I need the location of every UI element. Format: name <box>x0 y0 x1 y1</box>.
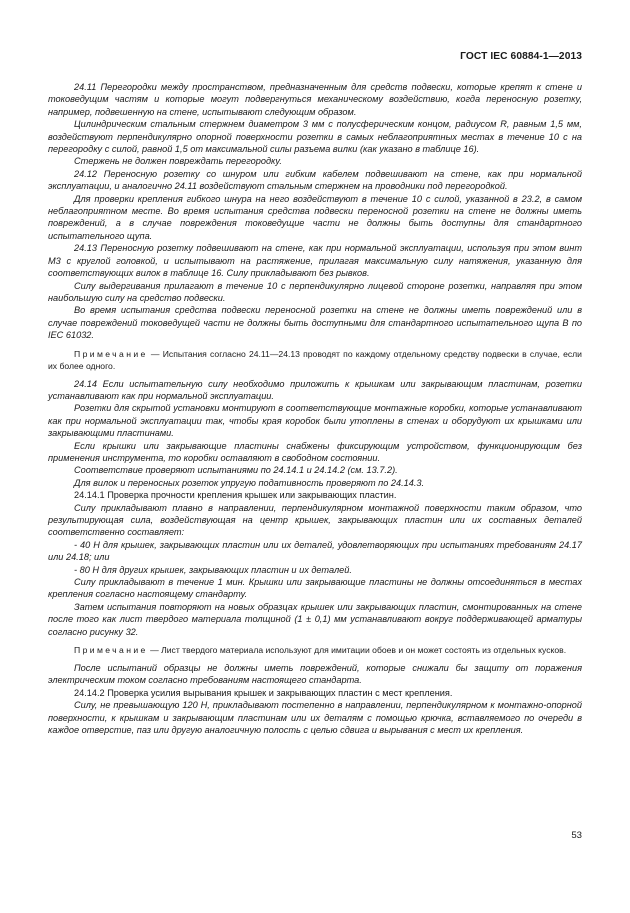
document-body <box>48 81 582 737</box>
paragraph: Для проверки крепления гибкого шнура на него воздействуют в течение 10 с силой, указанной в 23.2, в самом неблагоприятном месте. Во время испытания средства подвески переносной розетки на стене не должны иметь повреждений, а в случае повреждения токоведущие части не должны быть доступны для стандартного испытательного щупа. <box>48 193 582 241</box>
page-number: 53 <box>571 830 582 841</box>
note-text: — Лист твердого материала используют для имитации обоев и он может состоять из отдельных кусков. <box>147 645 567 656</box>
paragraph: Во время испытания средства подвески переносной розетки на стене не должны иметь повреждений или в случае повреждений токоведущей части не должны быть доступными для стандартного испытательного щупа В по IEC 61032. <box>48 305 582 341</box>
note-text: — Испытания согласно 24.11—24.13 проводят по каждому отдельному средству подвески в случае, если их более одного. <box>48 348 582 371</box>
paragraph: Силу выдергивания прилагают в течение 10 с перпендикулярно лицевой стороне розетки, направляя при этом наибольшую силу на средство подвески. <box>48 280 582 303</box>
paragraph: 24.11 Перегородки между пространством, предназначенным для средств подвески, которые крепят к стене и токоведущим частям и которые могут подвергнуться механическому воздействию, когда переносную розетку, например, подвешенную на стене, испытывают следующим образом. <box>48 82 582 117</box>
note-1 <box>48 348 582 372</box>
list-item: - 40 Н для крышек, закрывающих пластин или их деталей, удовлетворяющих при испытаниях требованиям 24.17 или 24.18; или <box>48 539 582 563</box>
section-heading: 24.14.1 Проверка прочности крепления крышек или закрывающих пластин. <box>74 490 397 501</box>
paragraph: Силу, не превышающую 120 Н, прикладывают постепенно в направлении, перпендикулярном к монтажно-опорной поверхности, к крышкам и закрывающим пластинам или их деталям с помощью крючка, вставляемого по очереди в каждое отверстие, паз или другую аналогичную полость с целью сдвига и вырывания с мест их крепления. <box>48 700 582 736</box>
paragraph: Затем испытания повторяют на новых образцах крышек или закрывающих пластин, смонтированных на стене после того как лист твердого материала толщиной (1 ± 0,1) мм устанавливают вокруг поддерживающей арматуры согласно рисунку 32. <box>48 601 582 637</box>
list-item: - 80 Н для других крышек, закрывающих пластин и их деталей. <box>74 564 352 575</box>
paragraph: Соответствие проверяют испытаниями по 24.14.1 и 24.14.2 (см. 13.7.2). <box>74 465 398 476</box>
note-label: Примечание <box>74 645 148 656</box>
paragraph: Стержень не должен повреждать перегородку. <box>74 156 282 167</box>
document-code-header: ГОСТ IEC 60884-1—2013 <box>460 51 582 62</box>
note-label: Примечание <box>74 348 148 359</box>
note-2 <box>48 644 582 656</box>
paragraph: 24.13 Переносную розетку подвешивают на стене, как при нормальной эксплуатации, используя при этом винт М3 с круглой головкой, и испытывают на растяжение, прилагая максимальную силу натяжения, указанную для соответствующих вилок в таблице 16. Силу прикладывают без рывков. <box>48 243 582 279</box>
paragraph: Силу прикладывают плавно в направлении, перпендикулярном монтажной поверхности таким образом, что результирующая сила, воздействующая на центр крышек, закрывающих пластин или их составных деталей соответственно составляет: <box>48 502 582 538</box>
paragraph: 24.14 Если испытательную силу необходимо приложить к крышкам или закрывающим пластинам, розетки устанавливают как при нормальной эксплуатации. <box>48 378 582 401</box>
paragraph: Цилиндрическим стальным стержнем диаметром 3 мм с полусферическим концом, радиусом R, равным 1,5 мм, воздействуют перпендикулярно опорной поверхности розетки в самых неблагоприятных местах в течение 10 с на перегородку с силой, равной 1,5 от максимальной силы разъема вилки (как указано в таблице 16). <box>48 119 582 155</box>
paragraph: Для вилок и переносных розеток упругую подативность проверяют по 24.14.3. <box>74 477 425 488</box>
section-heading: 24.14.2 Проверка усилия вырывания крышек и закрывающих пластин с мест крепления. <box>74 687 453 698</box>
paragraph: 24.12 Переносную розетку со шнуром или гибким кабелем подвешивают на стене, как при нормальной эксплуатации, и аналогично 24.11 воздействуют стальным стержнем на проводники под перегородкой. <box>48 168 582 192</box>
paragraph: Силу прикладывают в течение 1 мин. Крышки или закрывающие пластины не должны отсоединяться в местах крепления согласно настоящему стандарту. <box>48 577 582 600</box>
paragraph: Розетки для скрытой установки монтируют в соответствующие монтажные коробки, которые устанавливают как при нормальной эксплуатации так, чтобы края коробок были утоплены в стенах и оборудуют их крышками или закрывающими пластинами. <box>48 403 582 439</box>
paragraph: После испытаний образцы не должны иметь повреждений, которые снижали бы защиту от поражения электрическим током согласно требованиям настоящего стандарта. <box>48 663 582 686</box>
paragraph: Если крышки или закрывающие пластины снабжены фиксирующим устройством, функционирующим без применения инструмента, то коробки оставляют в свободном состоянии. <box>48 440 582 463</box>
